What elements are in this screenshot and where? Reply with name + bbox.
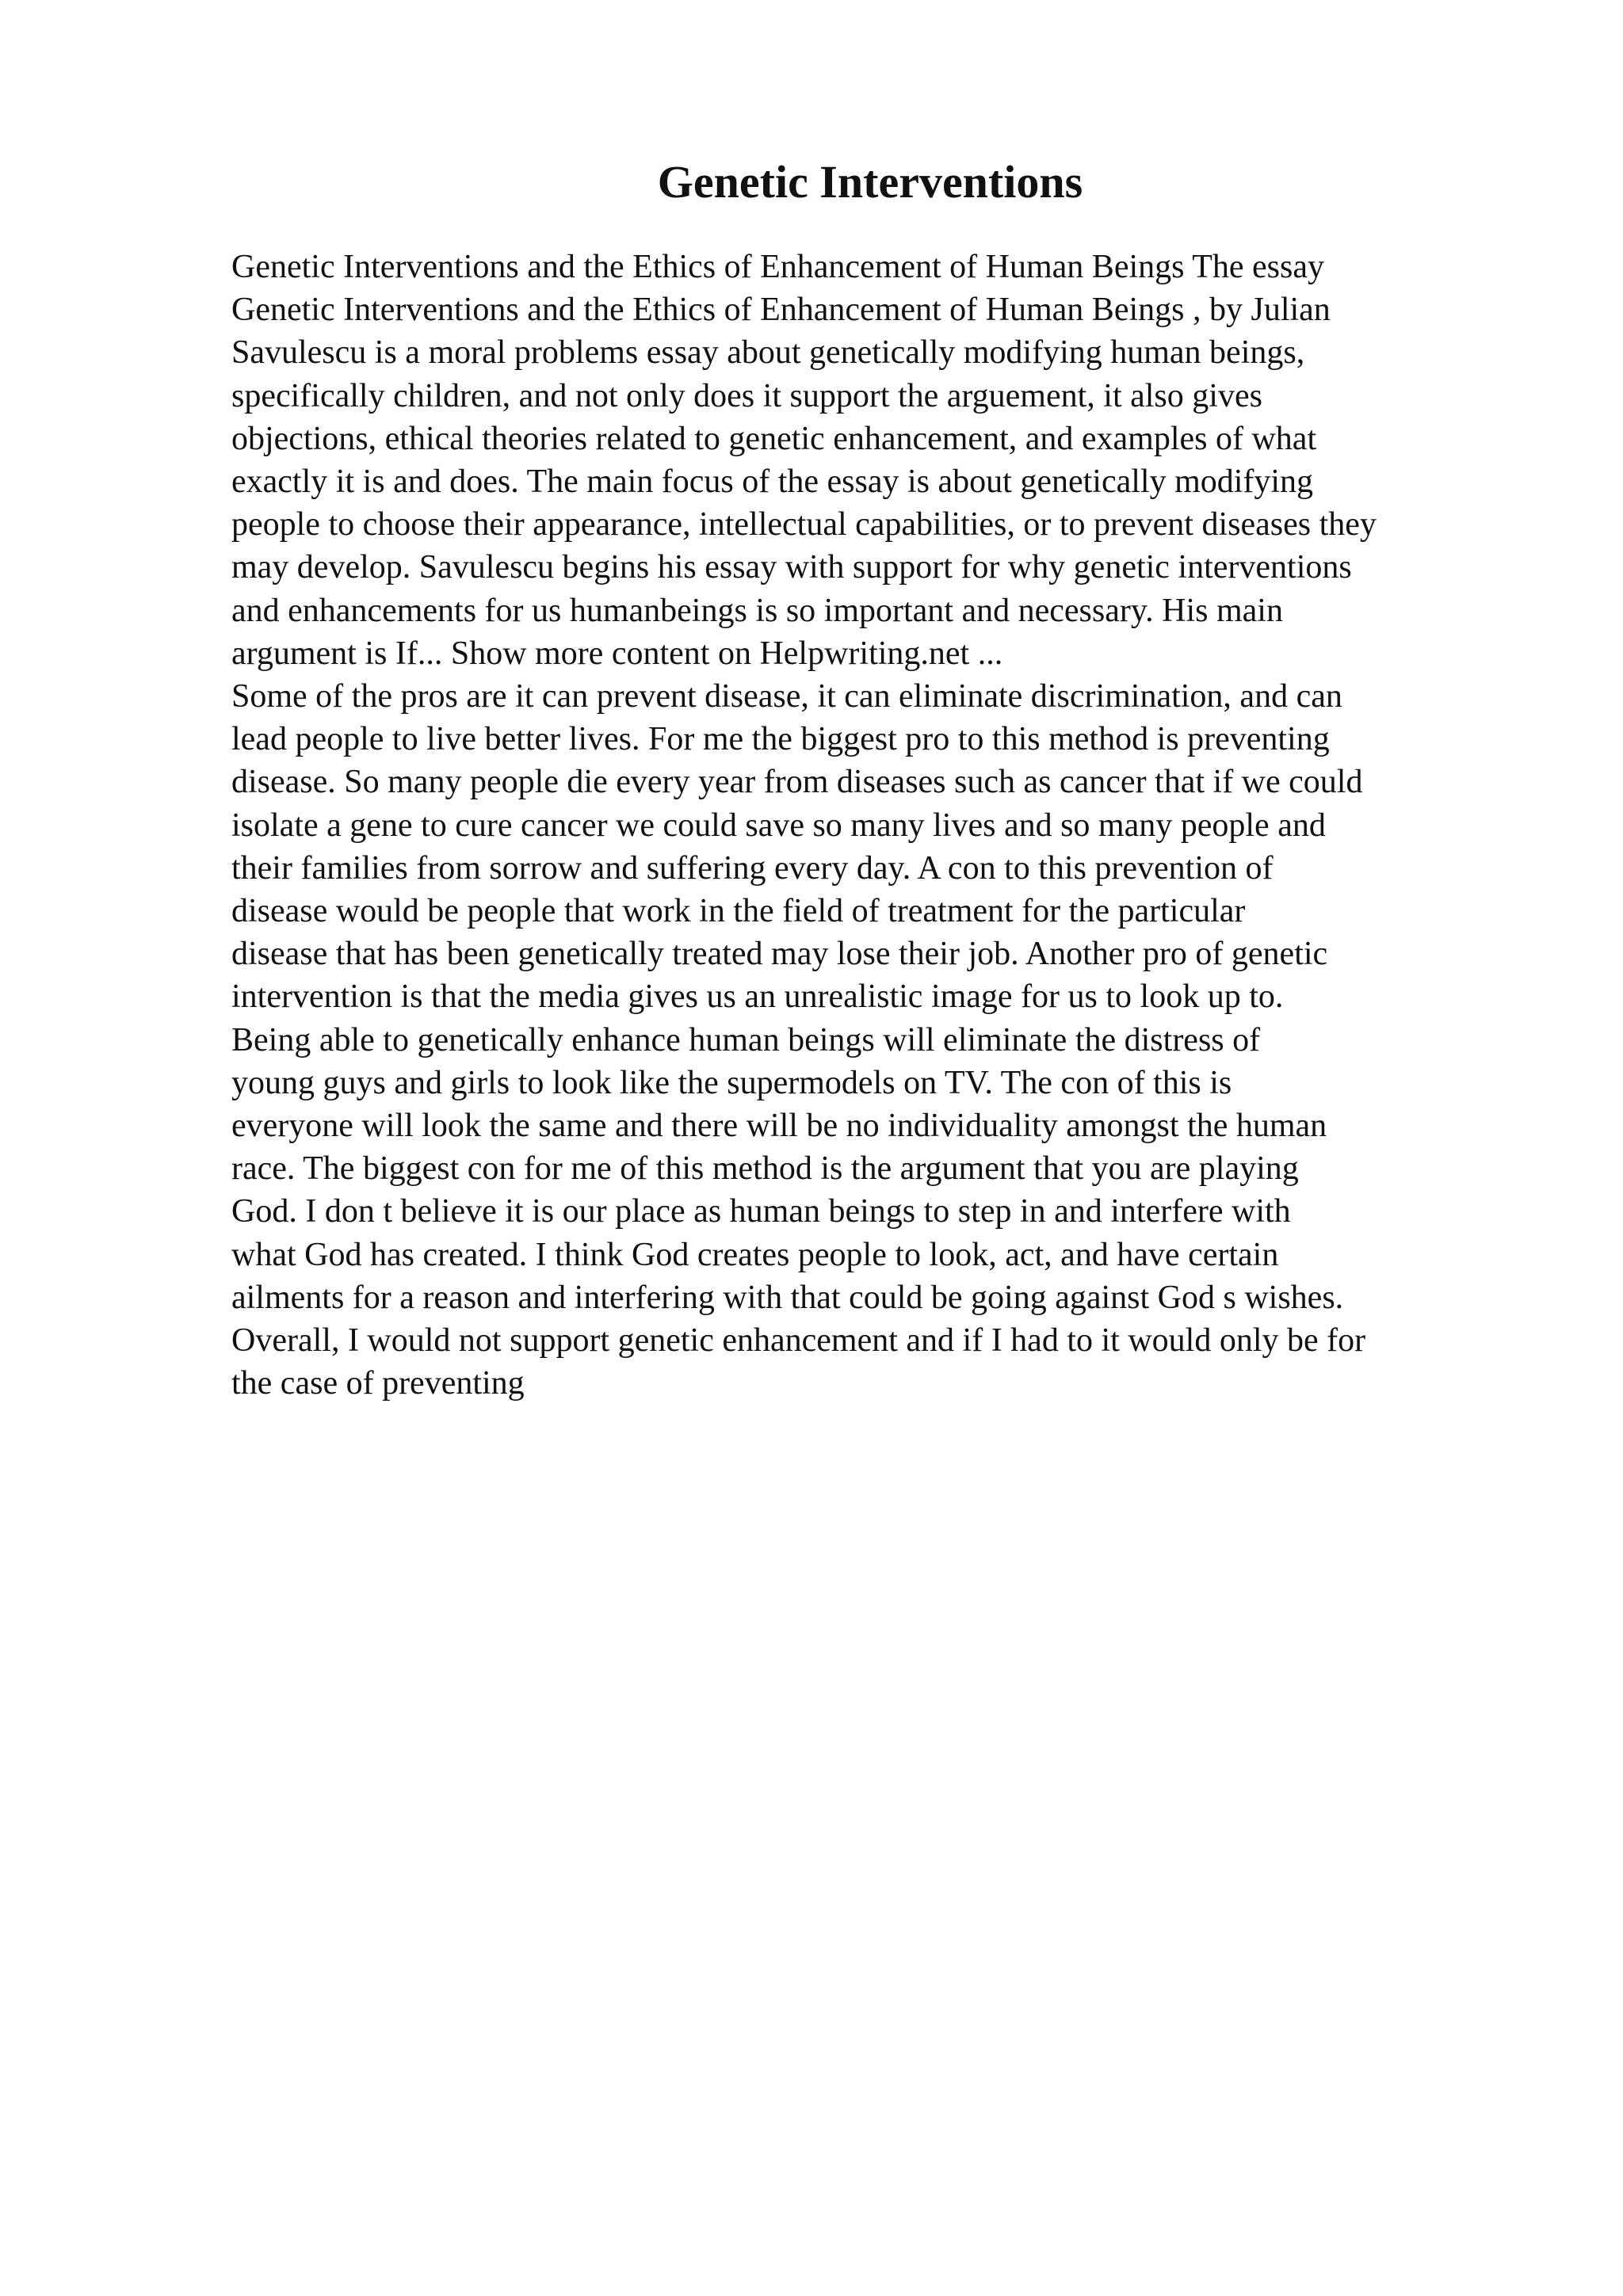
body-line: isolate a gene to cure cancer we could save so many lives and so many people and xyxy=(231,807,1326,844)
body-line: Genetic Interventions and the Ethics of Enhancement of Human Beings The essay xyxy=(231,249,1324,285)
body-line: may develop. Savulescu begins his essay with support for why genetic interventions xyxy=(231,549,1352,586)
body-line: race. The biggest con for me of this method is the argument that you are playing xyxy=(231,1150,1299,1188)
document-title: Genetic Interventions xyxy=(657,156,1083,208)
document-body xyxy=(231,246,1515,1405)
body-line: disease. So many people die every year from diseases such as cancer that if we could xyxy=(231,764,1363,801)
body-line: and enhancements for us humanbeings is so important and necessary. His main xyxy=(231,592,1283,629)
body-line: their families from sorrow and suffering every day. A con to this prevention of xyxy=(231,849,1274,887)
body-line: objections, ethical theories related to genetic enhancement, and examples of what xyxy=(231,420,1317,457)
body-line: ailments for a reason and interfering with that could be going against God s wishes. xyxy=(231,1279,1344,1316)
body-line: everyone will look the same and there will be no individuality amongst the human xyxy=(231,1108,1327,1145)
body-line: Overall, I would not support genetic enhancement and if I had to it would only be for xyxy=(231,1322,1366,1360)
body-line: Savulescu is a moral problems essay about genetically modifying human beings, xyxy=(231,334,1305,372)
body-line: people to choose their appearance, intellectual capabilities, or to prevent diseases they xyxy=(231,506,1377,543)
body-line: specifically children, and not only does it support the arguement, it also gives xyxy=(231,377,1262,414)
body-line: what God has created. I think God creates people to look, act, and have certain xyxy=(231,1236,1279,1273)
body-line: argument is If... Show more content on Helpwriting.net ... xyxy=(231,635,1003,672)
body-line: young guys and girls to look like the supermodels on TV. The con of this is xyxy=(231,1064,1232,1101)
body-line: God. I don t believe it is our place as human beings to step in and interfere with xyxy=(231,1193,1291,1230)
body-line: disease that has been genetically treated may lose their job. Another pro of genetic xyxy=(231,936,1328,973)
body-line: the case of preventing xyxy=(231,1365,525,1402)
body-line: exactly it is and does. The main focus of the essay is about genetically modifying xyxy=(231,463,1314,501)
body-line: disease would be people that work in the field of treatment for the particular xyxy=(231,893,1246,930)
body-line: Genetic Interventions and the Ethics of Enhancement of Human Beings , by Julian xyxy=(231,292,1331,329)
body-line: Some of the pros are it can prevent disease, it can eliminate discrimination, and can xyxy=(231,678,1342,715)
body-line: Being able to genetically enhance human beings will eliminate the distress of xyxy=(231,1021,1261,1058)
body-line: intervention is that the media gives us an unrealistic image for us to look up to. xyxy=(231,978,1284,1016)
body-line: lead people to live better lives. For me the biggest pro to this method is preventing xyxy=(231,721,1330,758)
